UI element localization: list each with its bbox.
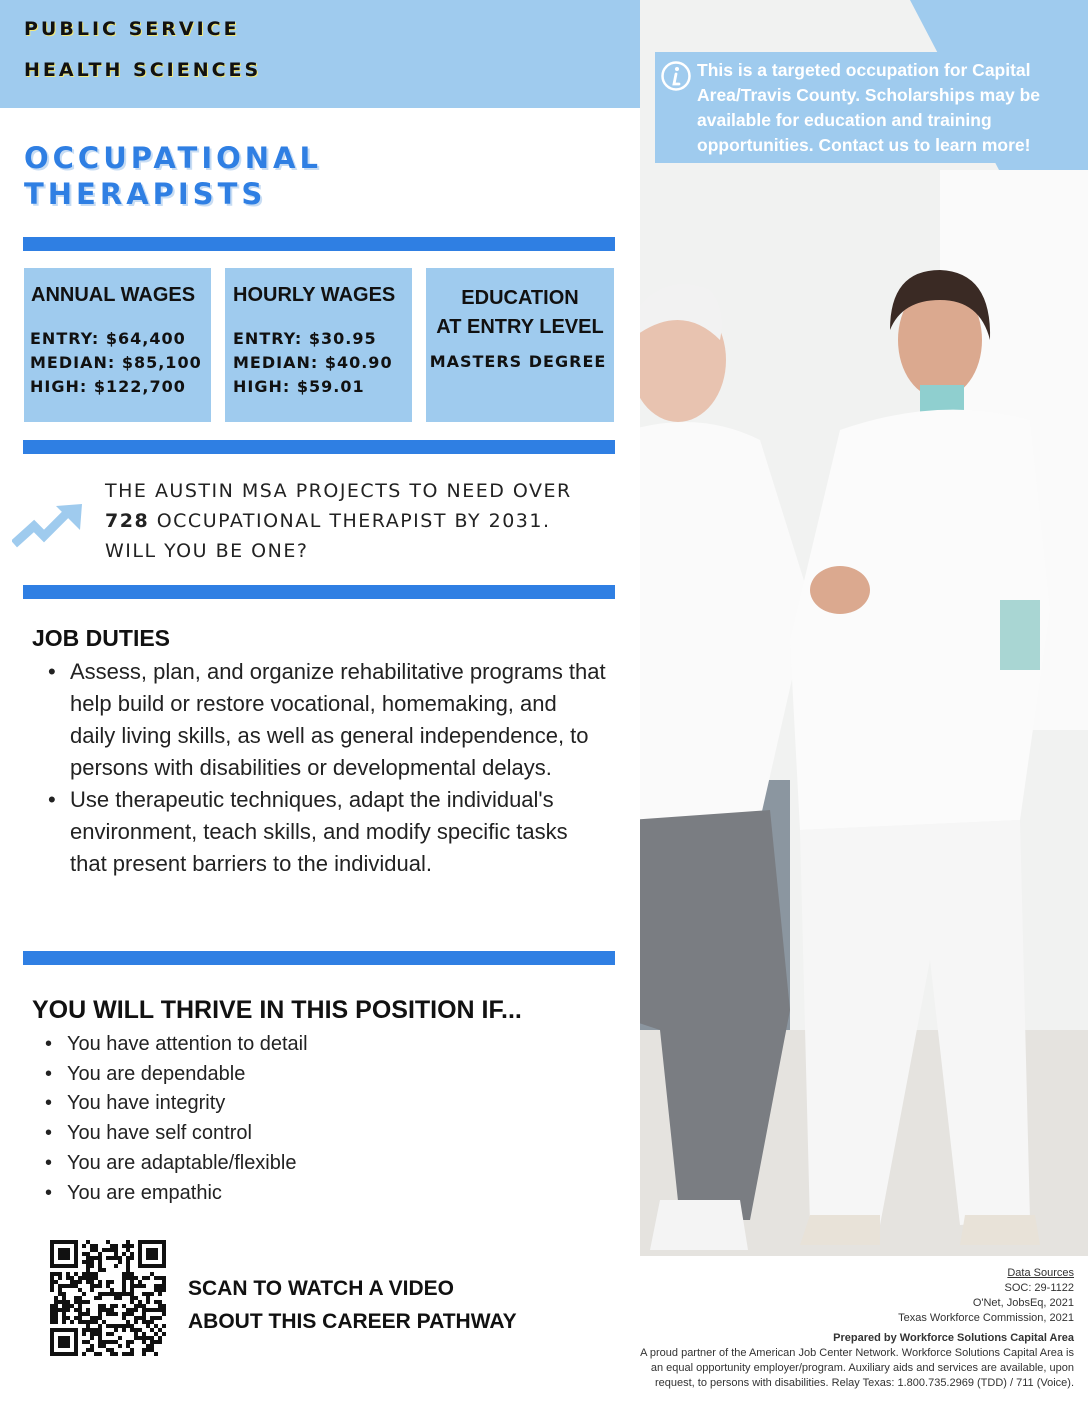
annual-wages-box: [24, 268, 211, 422]
list-item: • You are dependable: [43, 1060, 603, 1090]
list-item: • You have attention to detail: [43, 1030, 603, 1060]
video-cta-line-1: SCAN TO WATCH A VIDEO: [188, 1277, 455, 1300]
job-duties-list: [46, 656, 606, 880]
prepared-by: Prepared by Workforce Solutions Capital Area: [833, 1332, 1074, 1344]
list-item: • You are empathic: [43, 1179, 603, 1209]
annual-entry: ENTRY: $64,400: [30, 329, 186, 348]
page-title: [24, 140, 322, 212]
header-band: [0, 0, 640, 108]
info-icon: [660, 60, 692, 92]
list-item: • You have self control: [43, 1119, 603, 1149]
source-line-3: Texas Workforce Commission, 2021: [898, 1312, 1074, 1324]
hourly-median: MEDIAN: $40.90: [233, 353, 393, 372]
divider-bar: [23, 951, 615, 965]
title-line-1: OCCUPATIONAL: [24, 141, 322, 175]
hourly-entry: ENTRY: $30.95: [233, 329, 377, 348]
projection-text: [105, 476, 625, 566]
list-item: • You are adaptable/flexible: [43, 1149, 603, 1179]
projection-line-2: [105, 506, 625, 536]
list-item: • Use therapeutic techniques, adapt the individual's environment, teach skills, and modify specific tasks that present barriers to the individual.: [46, 784, 606, 880]
education-heading: [426, 284, 614, 342]
projection-line-3: WILL YOU BE ONE?: [105, 540, 309, 562]
hourly-wages-values: [233, 327, 393, 399]
data-sources-link[interactable]: Data Sources: [1007, 1267, 1074, 1279]
job-duties-heading: JOB DUTIES: [32, 625, 171, 651]
disclaimer-line-2: an equal opportunity employer/program. Auxiliary aids and services are available, upon: [650, 1362, 1074, 1374]
divider-bar: [23, 440, 615, 454]
annual-high: HIGH: $122,700: [30, 377, 186, 396]
targeted-occupation-note: This is a targeted occupation for Capital Area/Travis County. Scholarships may be available for education and training opportunities. Contact us to learn more!: [697, 60, 1040, 155]
hourly-wages-box: [225, 268, 412, 422]
qr-code[interactable]: [50, 1240, 166, 1356]
education-heading-line-1: EDUCATION: [461, 287, 579, 309]
video-cta-line-2: ABOUT THIS CAREER PATHWAY: [188, 1310, 517, 1333]
data-sources: [614, 1266, 1074, 1391]
list-item: • You have integrity: [43, 1089, 603, 1119]
source-line-2: O'Net, JobsEq, 2021: [972, 1297, 1074, 1309]
divider-bar: [23, 585, 615, 599]
trend-up-arrow-icon: [12, 500, 86, 552]
annual-wages-heading: ANNUAL WAGES: [31, 284, 196, 306]
list-item: • Assess, plan, and organize rehabilitative programs that help build or restore vocational, homemaking, and daily living skills, as well as general independence, to persons with disabilities or developmental delays.: [46, 656, 606, 784]
annual-median: MEDIAN: $85,100: [30, 353, 202, 372]
thrive-list: [43, 1030, 603, 1208]
projection-line-1: THE AUSTIN MSA PROJECTS TO NEED OVER: [105, 480, 572, 502]
therapist-and-patient-illustration: [640, 0, 1088, 1256]
annual-wages-values: [30, 327, 202, 399]
projection-line-2-rest: OCCUPATIONAL THERAPIST BY 2031.: [149, 510, 551, 532]
disclaimer-line-1: A proud partner of the American Job Center Network. Workforce Solutions Capital Area is: [640, 1347, 1074, 1359]
education-value: MASTERS DEGREE: [429, 352, 607, 371]
title-line-2: THERAPISTS: [24, 177, 267, 211]
hourly-high: HIGH: $59.01: [233, 377, 365, 396]
disclaimer-line-3: request, to persons with disabilities. Relay Texas: 1.800.735.2969 (TDD) / 711 (Voice).: [654, 1377, 1074, 1389]
thrive-heading: YOU WILL THRIVE IN THIS POSITION IF...: [32, 996, 522, 1024]
education-box: [426, 268, 614, 422]
education-heading-line-2: AT ENTRY LEVEL: [436, 316, 604, 338]
category-public-service: PUBLIC SERVICE: [24, 18, 240, 40]
projection-number: 728: [105, 510, 150, 532]
hourly-wages-heading: HOURLY WAGES: [233, 284, 396, 306]
soc-code: SOC: 29-1122: [1004, 1282, 1074, 1294]
hero-photo: [640, 0, 1088, 1256]
category-health-sciences: HEALTH SCIENCES: [24, 59, 262, 81]
video-cta: [188, 1272, 517, 1338]
divider-bar: [23, 237, 615, 251]
